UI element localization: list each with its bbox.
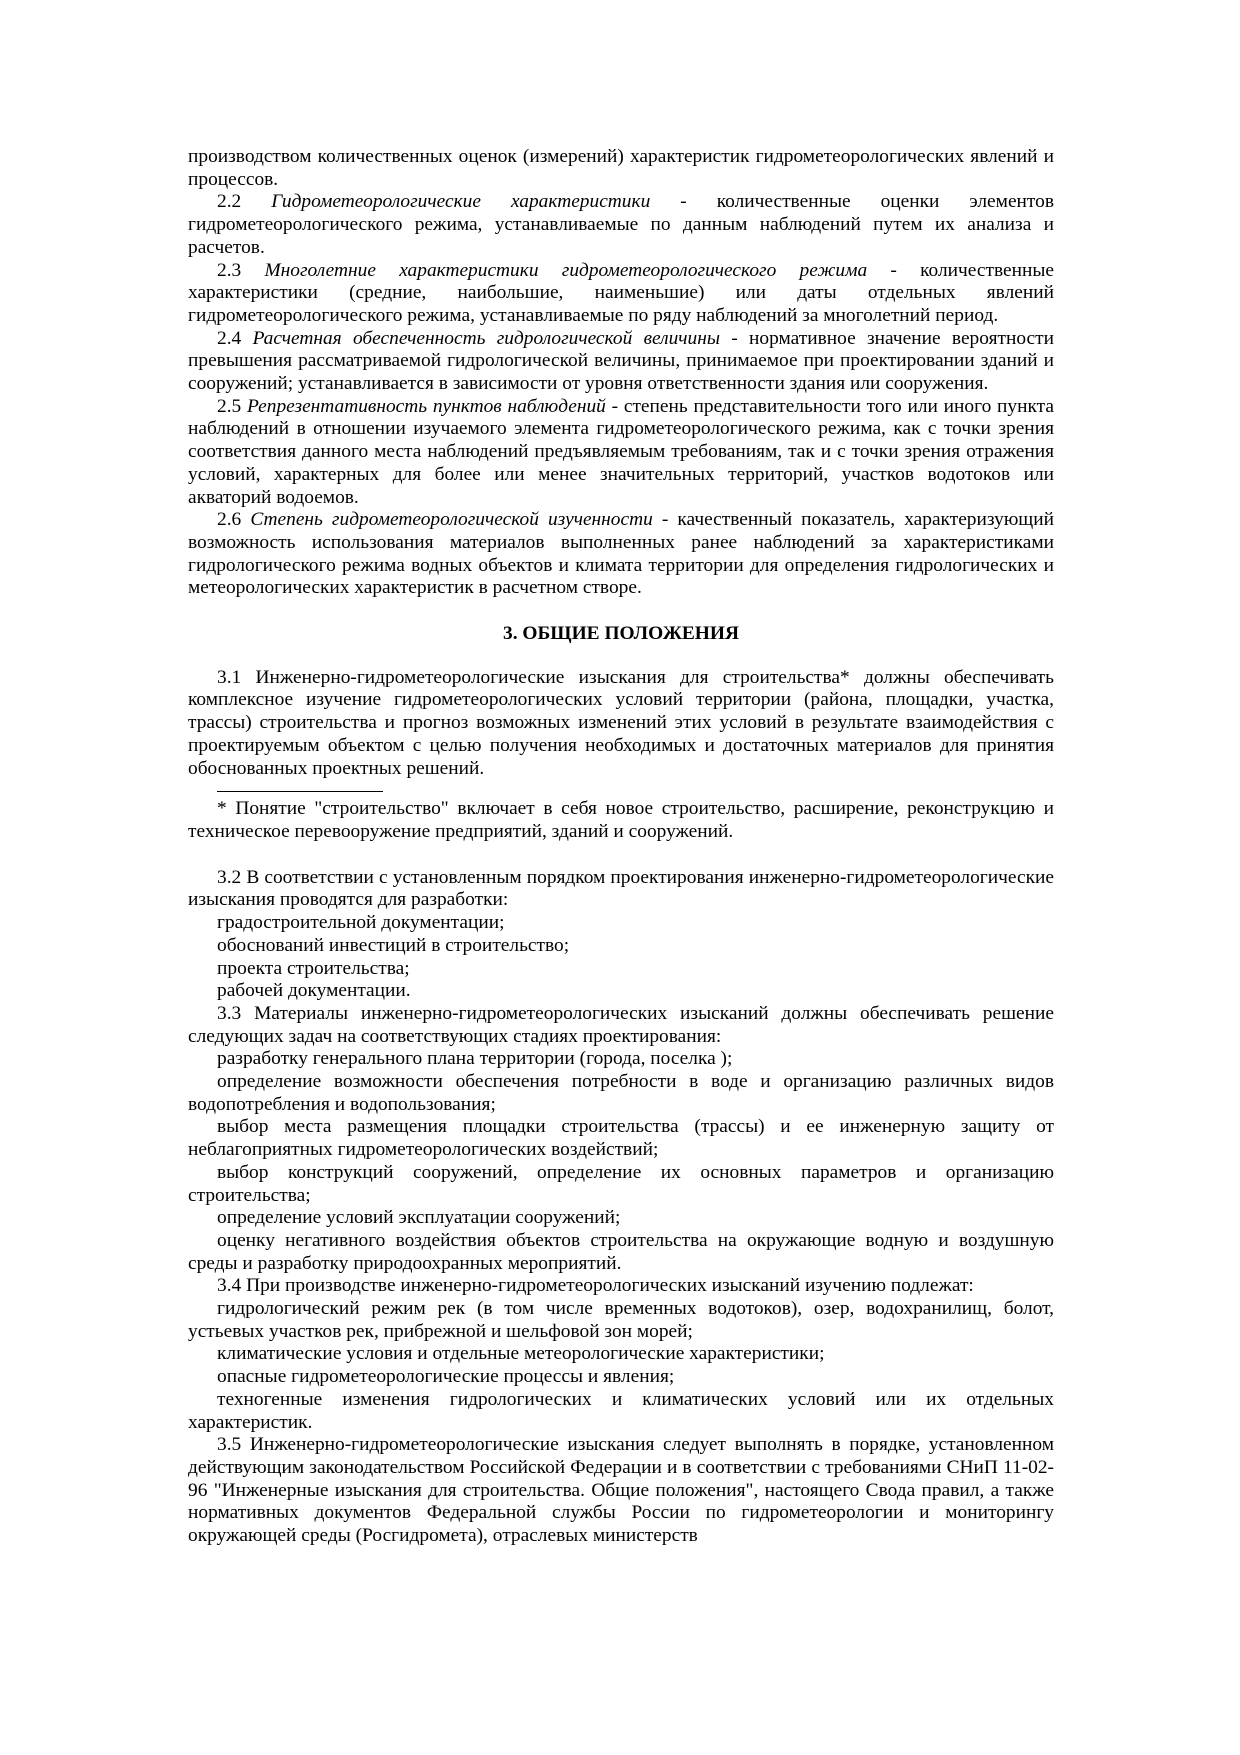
list-item: определение условий эксплуатации сооружений; <box>217 1207 621 1229</box>
definition-text: - качественный показатель, характеризующий возможность использования материалов выполненных ранее наблюдений за характеристиками гидрологического режима водных объектов и климата территории для определения гидрологических и метеорологических характеристик в расчетном створе. <box>188 509 1054 599</box>
footnote: * Понятие "строительство" включает в себя новое строительство, расширение, реконструкцию и техническое перевооружение предприятий, зданий и сооружений. <box>188 798 1054 842</box>
list-item: проекта строительства; <box>217 957 410 979</box>
list-item: определение возможности обеспечения потребности в воде и организацию различных видов водопотребления и водопользования; <box>188 1071 1054 1115</box>
paragraph-3-2: 3.2 В соответствии с установленным порядком проектирования инженерно-гидрометеорологические изыскания проводятся для разработки: <box>188 866 1054 911</box>
paragraph-3-5: 3.5 Инженерно-гидрометеорологические изыскания следует выполнять в порядке, установленном действующим законодательством Российской Федерации и в соответствии с требованиями СНиП 11-02-96 "Инженерные изыскания для строительства. Общие положения", настоящего Свода правил, а также нормативных документов Федеральной службы России по гидрометеорологии и мониторингу окружающей среды (Росгидромета), отраслевых министерств <box>188 1434 1054 1547</box>
list-item: рабочей документации. <box>217 980 411 1002</box>
definition-2-4 <box>188 328 1054 396</box>
list-item: обоснований инвестиций в строительство; <box>217 934 570 956</box>
definition-term: Гидрометеорологические характеристики <box>271 191 651 213</box>
definition-term: Степень гидрометеорологической изученности <box>250 509 653 531</box>
definition-text: - количественные оценки элементов гидрометеорологического режима, устанавливаемые по данным наблюдений путем их анализа и расчетов. <box>188 191 1054 258</box>
paragraph-3-3: 3.3 Материалы инженерно-гидрометеорологических изысканий должны обеспечивать решение следующих задач на соответствующих стадиях проектирования: <box>188 1002 1054 1047</box>
document-page <box>188 146 1054 1548</box>
footnote-divider <box>217 791 383 792</box>
definition-number: 2.5 <box>217 395 242 417</box>
list-item: климатические условия и отдельные метеорологические характеристики; <box>217 1343 825 1365</box>
definition-term: Расчетная обеспеченность гидрологической величины <box>252 327 720 349</box>
definition-text: - количественные характеристики (средние, наибольшие, наименьшие) или даты отдельных явлений гидрометеорологического режима, устанавливаемые по ряду наблюдений за многолетний период. <box>188 259 1054 326</box>
list-item: градостроительной документации; <box>217 912 505 934</box>
intro-fragment: производством количественных оценок (измерений) характеристик гидрометеорологических явлений и процессов. <box>188 146 1054 190</box>
definition-2-6 <box>188 509 1054 600</box>
definition-term: Репрезентативность пунктов наблюдений <box>247 395 606 417</box>
list-item: техногенные изменения гидрологических и климатических условий или их отдельных характеристик. <box>188 1388 1054 1433</box>
paragraph-3-4: 3.4 При производстве инженерно-гидрометеорологических изысканий изучению подлежат: <box>217 1275 974 1297</box>
definition-2-3 <box>188 260 1054 328</box>
section-title: 3. ОБЩИЕ ПОЛОЖЕНИЯ <box>503 623 739 645</box>
list-item: опасные гидрометеорологические процессы и явления; <box>217 1366 675 1388</box>
definition-text: - нормативное значение вероятности превышения рассматриваемой гидрологической величины, принимаемое при проектировании зданий и сооружений; устанавливается в зависимости от уровня ответственности здания или сооружения. <box>188 327 1054 395</box>
definition-text: - степень представительности того или иного пункта наблюдений в отношении изучаемого элемента гидрометеорологического режима, как с точки зрения соответствия данного места наблюдений предъявляемым требованиям, так и с точки зрения отражения условий, характерных для более или менее значительных территорий, участков водотоков или акваторий водоемов. <box>188 395 1054 508</box>
list-item: выбор места размещения площадки строительства (трассы) и ее инженерную защиту от неблагоприятных гидрометеорологических воздействий; <box>188 1116 1054 1161</box>
list-item: оценку негативного воздействия объектов строительства на окружающие водную и воздушную среды и разработку природоохранных мероприятий. <box>188 1229 1054 1274</box>
definition-number: 2.6 <box>217 509 242 531</box>
list-item: выбор конструкций сооружений, определение их основных параметров и организацию строительства; <box>188 1161 1054 1206</box>
list-item: гидрологический режим рек (в том числе временных водотоков), озер, водохранилищ, болот, устьевых участков рек, прибрежной и шельфовой зон морей; <box>188 1298 1054 1342</box>
definition-2-5 <box>188 396 1054 510</box>
definition-term: Многолетние характеристики гидрометеорологического режима <box>264 259 868 281</box>
definition-number: 2.2 <box>217 191 242 213</box>
definition-number: 2.4 <box>217 327 242 349</box>
definition-2-2 <box>188 191 1054 259</box>
paragraph-3-1: 3.1 Инженерно-гидрометеорологические изыскания для строительства* должны обеспечивать комплексное изучение гидрометеорологических условий территории (района, площадки, участка, трассы) строительства и прогноз возможных изменений этих условий в результате взаимодействия с проектируемым объектом с целью получения необходимых и достаточных материалов для принятия обоснованных проектных решений. <box>188 666 1054 779</box>
list-item: разработку генерального плана территории (города, поселка ); <box>217 1048 733 1070</box>
definition-number: 2.3 <box>217 259 242 281</box>
